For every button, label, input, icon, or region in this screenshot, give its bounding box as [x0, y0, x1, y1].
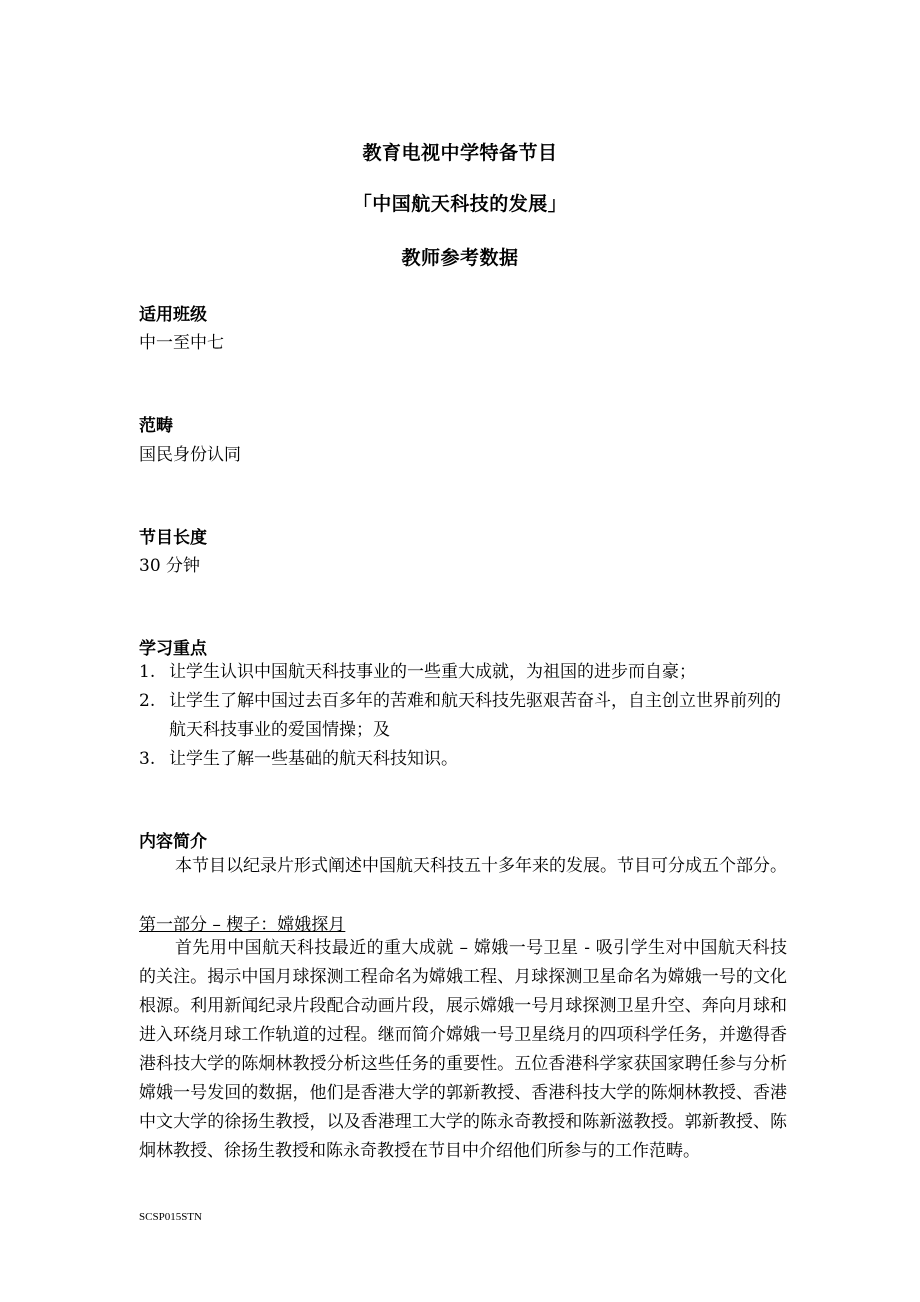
list-item: [139, 745, 789, 774]
category-heading: 范畴: [139, 416, 173, 436]
summary-heading: 内容简介: [139, 832, 207, 852]
summary-intro: 本节目以纪录片形式阐述中国航天科技五十多年来的发展。节目可分成五个部分。: [175, 856, 787, 876]
document-type-title: 教师参考数据: [401, 247, 519, 269]
focus-list: [139, 658, 789, 774]
length-value: 30 分钟: [139, 556, 201, 576]
program-title: 教育电视中学特备节目: [362, 142, 558, 164]
list-number: 3.: [139, 749, 156, 769]
list-item: [139, 687, 789, 745]
list-number: 1.: [139, 662, 156, 682]
list-text: 让学生了解一些基础的航天科技知识。: [169, 749, 458, 769]
part1-title: 第一部分 – 楔子：嫦娥探月: [139, 915, 346, 935]
list-text: 让学生认识中国航天科技事业的一些重大成就，为祖国的进步而自豪；: [169, 662, 696, 682]
category-value: 国民身份认同: [139, 445, 241, 465]
focus-heading: 学习重点: [139, 639, 207, 659]
grade-heading: 适用班级: [139, 305, 207, 325]
length-heading: 节目长度: [139, 528, 207, 548]
program-name: 「中国航天科技的发展」: [352, 193, 568, 215]
document-code: SCSP015STN: [139, 1211, 202, 1223]
grade-value: 中一至中七: [139, 333, 224, 353]
list-text: 让学生了解中国过去百多年的苦难和航天科技先驱艰苦奋斗，自主创立世界前列的航天科技事业的爱国情操；及: [169, 691, 781, 740]
list-number: 2.: [139, 691, 156, 711]
list-item: [139, 658, 789, 687]
part1-text: 首先用中国航天科技最近的重大成就 – 嫦娥一号卫星 - 吸引学生对中国航天科技的关注。揭示中国月球探测工程命名为嫦娥工程、月球探测卫星命名为嫦娥一号的文化根源。利用新闻纪录片段配合动画片段，展示嫦娥一号月球探测卫星升空、奔向月球和进入环绕月球工作轨道的过程。继而简介嫦娥一号卫星绕月的四项科学任务，并邀得香港科技大学的陈炯林教授分析这些任务的重要性。五位香港科学家获国家聘任参与分析嫦娥一号发回的数据，他们是香港大学的郭新教授、香港科技大学的陈炯林教授、香港中文大学的徐扬生教授，以及香港理工大学的陈永奇教授和陈新滋教授。郭新教授、陈炯林教授、徐扬生教授和陈永奇教授在节目中介绍他们所参与的工作范畴。: [139, 938, 787, 1161]
